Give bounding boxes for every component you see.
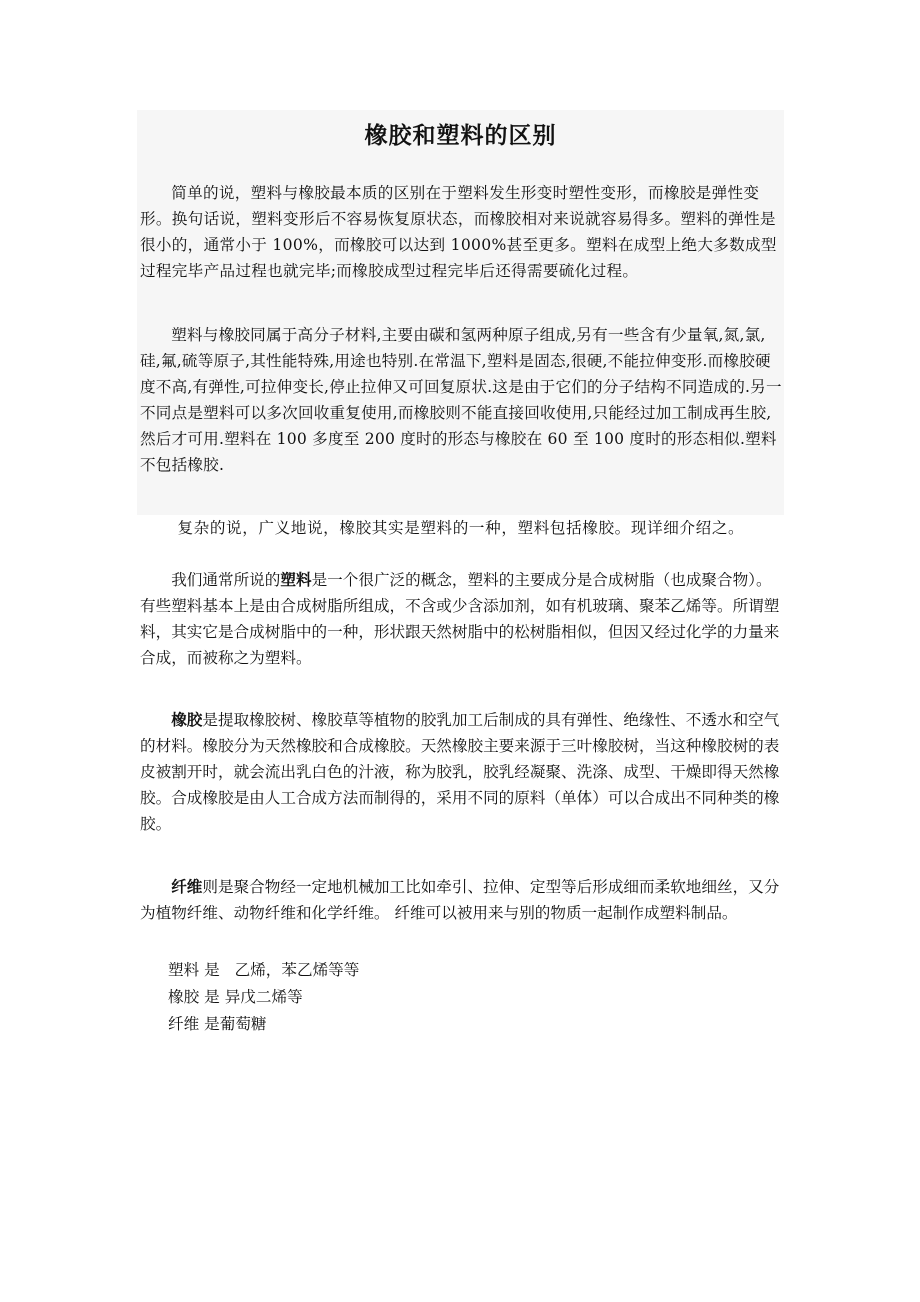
document-title: 橡胶和塑料的区别: [364, 123, 557, 149]
definition-line-plastic: 塑料 是 乙烯，苯乙烯等等: [168, 961, 360, 979]
fiber-definition-text: 则是聚合物经一定地机械加工比如牵引、拉伸、定型等后形成细而柔软地细丝，又分为植物纤维、动物纤维和化学纤维。 纤维可以被用来与别的物质一起制作成塑料制品。: [140, 878, 780, 922]
paragraph-fiber-definition: [140, 874, 785, 926]
definition-line-rubber: 橡胶 是 异戊二烯等: [168, 988, 303, 1006]
rubber-term: 橡胶: [171, 710, 203, 729]
paragraph-polymer-comparison: 塑料与橡胶同属于高分子材料,主要由碳和氢两种原子组成,另有一些含有少量氧,氮,氯,硅,氟,硫等原子,其性能特殊,用途也特别.在常温下,塑料是固态,很硬,不能拉伸变形.而橡胶硬度不高,有弹性,可拉伸变长,停止拉伸又可回复原状.这是由于它们的分子结构不同造成的.另一不同点是塑料可以多次回收重复使用,而橡胶则不能直接回收使用,只能经过加工制成再生胶,然后才可用.塑料在 100 多度至 200 度时的形态与橡胶在 60 至 100 度时的形态相似.塑料不包括橡胶.: [140, 326, 782, 474]
rubber-definition-text: 是提取橡胶树、橡胶草等植物的胶乳加工后制成的具有弹性、绝缘性、不透水和空气的材料。橡胶分为天然橡胶和合成橡胶。天然橡胶主要来源于三叶橡胶树，当这种橡胶树的表皮被割开时，就会流出乳白色的汁液，称为胶乳，胶乳经凝聚、洗涤、成型、干燥即得天然橡胶。合成橡胶是由人工合成方法而制得的，采用不同的原料（单体）可以合成出不同种类的橡胶。: [140, 711, 780, 833]
fiber-term: 纤维: [171, 877, 203, 896]
paragraph-rubber-definition: [140, 707, 785, 837]
plastic-intro-text: 我们通常所说的: [171, 571, 281, 589]
paragraph-complex-explanation: 复杂的说，广义地说，橡胶其实是塑料的一种，塑料包括橡胶。现详细介绍之。: [177, 519, 745, 537]
paragraph-simple-explanation: 简单的说，塑料与橡胶最本质的区别在于塑料发生形变时塑性变形，而橡胶是弹性变形。换句话说，塑料变形后不容易恢复原状态，而橡胶相对来说就容易得多。塑料的弹性是很小的，通常小于 100%，而橡胶可以达到 1000%甚至更多。塑料在成型上绝大多数成型过程完毕产品过程也就完毕;而橡胶成型过程完毕后还得需要硫化过程。: [140, 184, 777, 280]
plastic-definition-text: 是一个很广泛的概念，塑料的主要成分是合成树脂（也成聚合物）。有些塑料基本上是由合成树脂所组成，不含或少含添加剂，如有机玻璃、聚苯乙烯等。所谓塑料，其实它是合成树脂中的一种，形状跟天然树脂中的松树脂相似，但因又经过化学的力量来合成，而被称之为塑料。: [140, 571, 780, 667]
definition-line-fiber: 纤维 是葡萄糖: [168, 1015, 267, 1033]
paragraph-plastic-definition: [140, 567, 785, 671]
plastic-term: 塑料: [280, 570, 312, 589]
